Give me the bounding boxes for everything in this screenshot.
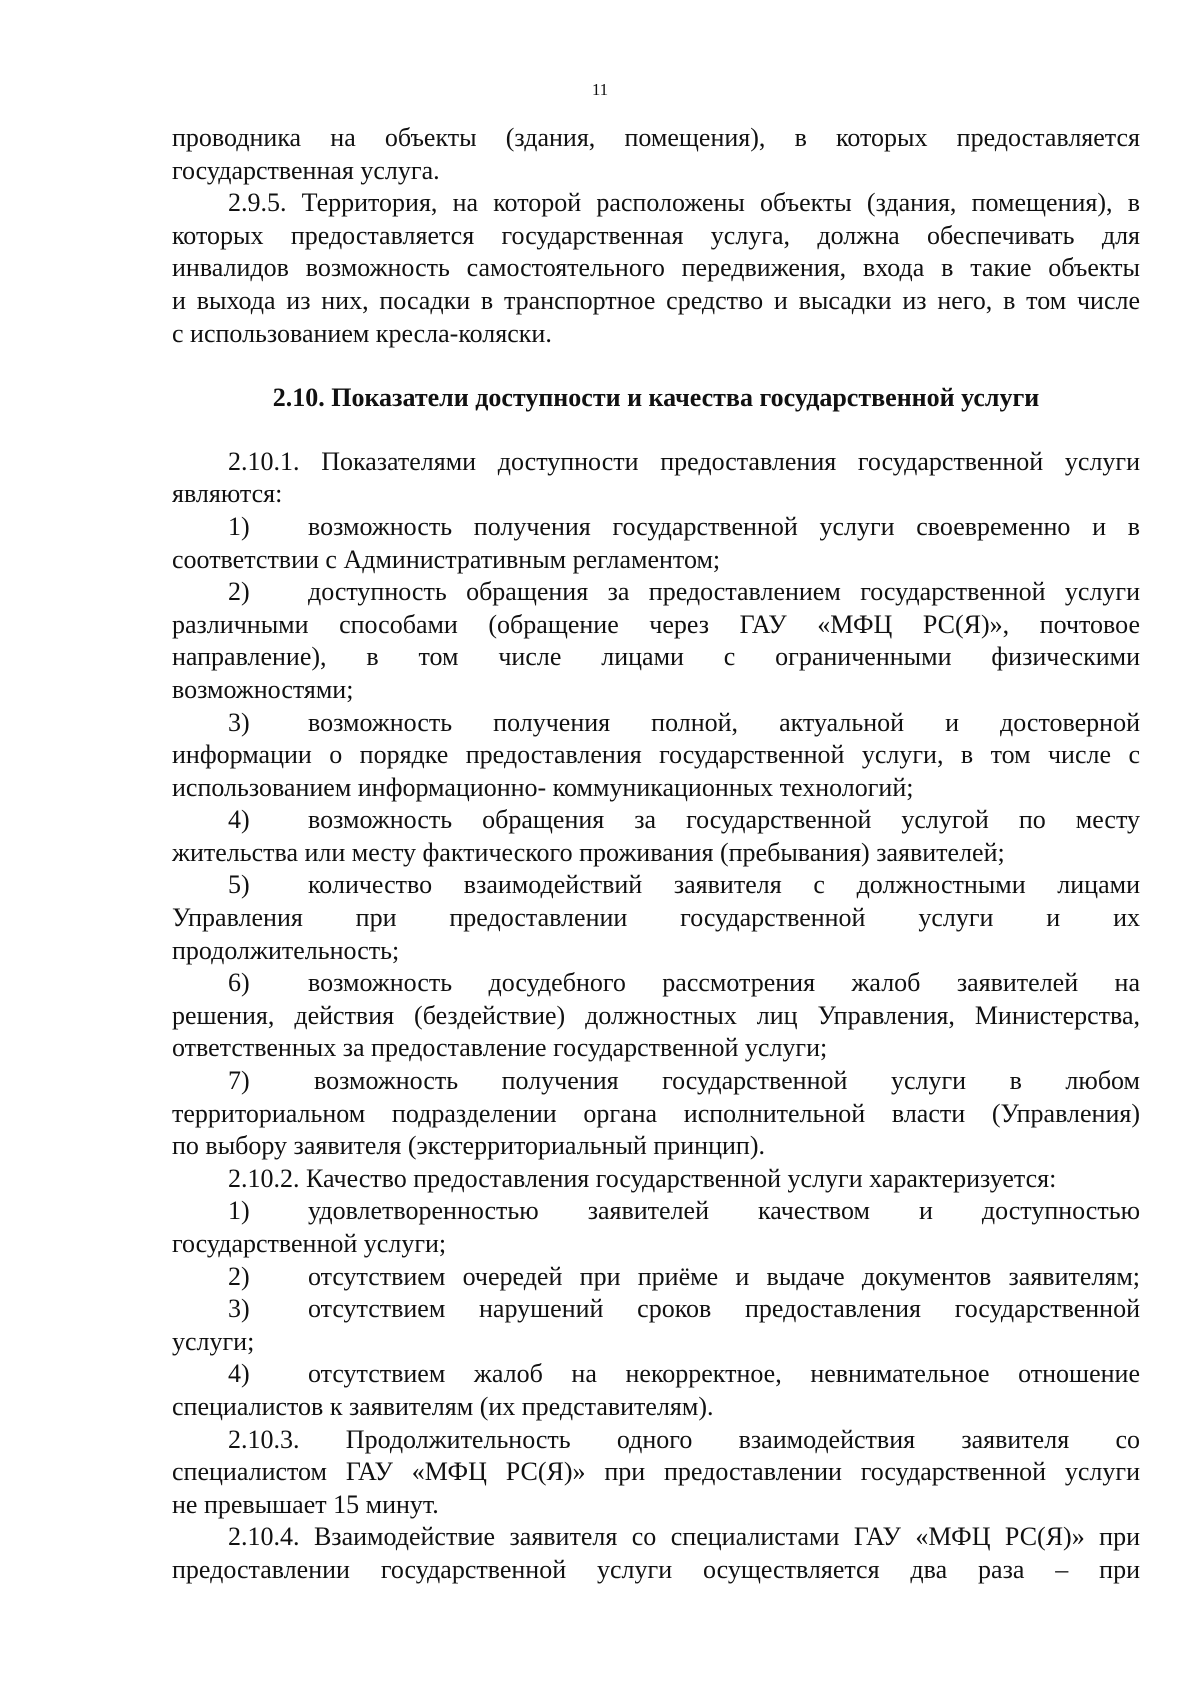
section-heading: 2.10. Показатели доступности и качества государственной услуги — [272, 383, 1040, 413]
paragraph-2-10-4: 2.10.4. Взаимодействие заявителя со специалистами ГАУ «МФЦ РС(Я)» при — [228, 1522, 1140, 1552]
text-line: предоставлении государственной услуги осуществляется два раза – при — [172, 1554, 1140, 1584]
list-item-number: 6) — [228, 968, 250, 998]
text-line: жительства или месту фактического проживания (пребывания) заявителей; — [172, 837, 1005, 867]
list-item-text: отсутствием нарушений сроков предоставления государственной — [308, 1294, 1140, 1324]
paragraph-2-10-3: 2.10.3. Продолжительность одного взаимодействия заявителя со — [228, 1424, 1140, 1454]
text-line: которых предоставляется государственная услуга, должна обеспечивать для — [172, 220, 1140, 250]
list-item-text: возможность досудебного рассмотрения жалоб заявителей на — [308, 968, 1140, 998]
text-line: Управления при предоставлении государственной услуги и их — [172, 903, 1140, 933]
list-item — [172, 707, 1140, 740]
list-item-number: 4) — [228, 805, 250, 835]
list-item-text: возможность обращения за государственной услугой по месту — [308, 805, 1140, 835]
list-item — [172, 869, 1140, 902]
list-item-number: 2) — [228, 577, 250, 607]
list-item — [172, 804, 1140, 837]
text-line: по выбору заявителя (экстерриториальный принцип). — [172, 1131, 765, 1161]
text-line: с использованием кресла-коляски. — [172, 318, 552, 348]
page-number: 11 — [591, 80, 609, 99]
text-line: территориальном подразделении органа исполнительной власти (Управления) — [172, 1098, 1140, 1128]
text-line: государственная услуга. — [172, 155, 440, 185]
text-line: информации о порядке предоставления государственной услуги, в том числе с — [172, 740, 1140, 770]
text-line: инвалидов возможность самостоятельного передвижения, входа в такие объекты — [172, 253, 1140, 283]
list-item-text: возможность получения полной, актуальной и достоверной — [308, 707, 1140, 737]
text-line: ответственных за предоставление государственной услуги; — [172, 1033, 828, 1063]
text-line: государственной услуги; — [172, 1229, 447, 1258]
list-item-text: доступность обращения за предоставлением государственной услуги — [308, 577, 1140, 607]
list-item-number: 2) — [228, 1261, 250, 1291]
list-item — [172, 1293, 1140, 1326]
list-item-text: возможность получения государственной услуги своевременно и в — [308, 511, 1140, 541]
list-item-number: 1) — [228, 1196, 250, 1226]
text-line: являются: — [172, 479, 283, 509]
text-line: проводника на объекты (здания, помещения), в которых предоставляется — [172, 123, 1140, 152]
list-item — [172, 967, 1140, 1000]
list-item — [172, 1261, 1140, 1294]
list-item-number: 5) — [228, 870, 250, 900]
list-item-number: 7) — [228, 1066, 250, 1096]
text-line: использованием информационно- коммуникационных технологий; — [172, 772, 914, 802]
text-line: направление), в том числе лицами с ограниченными физическими — [172, 642, 1140, 672]
text-line: различными способами (обращение через ГАУ «МФЦ РС(Я)», почтовое — [172, 609, 1140, 639]
text-line: продолжительность; — [172, 935, 400, 965]
list-item — [172, 511, 1140, 544]
list-item-text: удовлетворенностью заявителей качеством и доступностью — [308, 1196, 1140, 1226]
list-item-number: 4) — [228, 1359, 250, 1389]
list-item — [172, 1195, 1140, 1228]
list-item — [172, 1065, 1140, 1098]
list-item-number: 3) — [228, 1294, 250, 1324]
text-line: и выхода из них, посадки в транспортное средство и высадки из него, в том числе — [172, 285, 1140, 315]
text-line: решения, действия (бездействие) должностных лиц Управления, Министерства, — [172, 1000, 1140, 1030]
paragraph-2-10-2: 2.10.2. Качество предоставления государственной услуги характеризуется: — [228, 1163, 1057, 1193]
list-item-text: отсутствием очередей при приёме и выдаче документов заявителям; — [308, 1261, 1140, 1291]
list-item-number: 1) — [228, 511, 250, 541]
text-line: не превышает 15 минут. — [172, 1489, 439, 1519]
text-line: специалистом ГАУ «МФЦ РС(Я)» при предоставлении государственной услуги — [172, 1457, 1140, 1487]
text-line: специалистов к заявителям (их представителям). — [172, 1391, 714, 1421]
document-body — [172, 122, 1140, 1587]
text-line: возможностями; — [172, 674, 354, 704]
list-item — [172, 1358, 1140, 1391]
list-item-text: возможность получения государственной услуги в любом — [314, 1066, 1140, 1096]
paragraph-2-9-5: 2.9.5. Территория, на которой расположены объекты (здания, помещения), в — [228, 188, 1140, 218]
list-item-text: количество взаимодействий заявителя с должностными лицами — [308, 870, 1140, 900]
list-item — [172, 576, 1140, 609]
paragraph-2-10-1: 2.10.1. Показателями доступности предоставления государственной услуги — [228, 446, 1140, 476]
list-item-text: отсутствием жалоб на некорректное, невнимательное отношение — [308, 1359, 1140, 1389]
list-item-number: 3) — [228, 707, 250, 737]
text-line: услуги; — [172, 1326, 255, 1356]
text-line: соответствии с Административным регламентом; — [172, 544, 721, 574]
